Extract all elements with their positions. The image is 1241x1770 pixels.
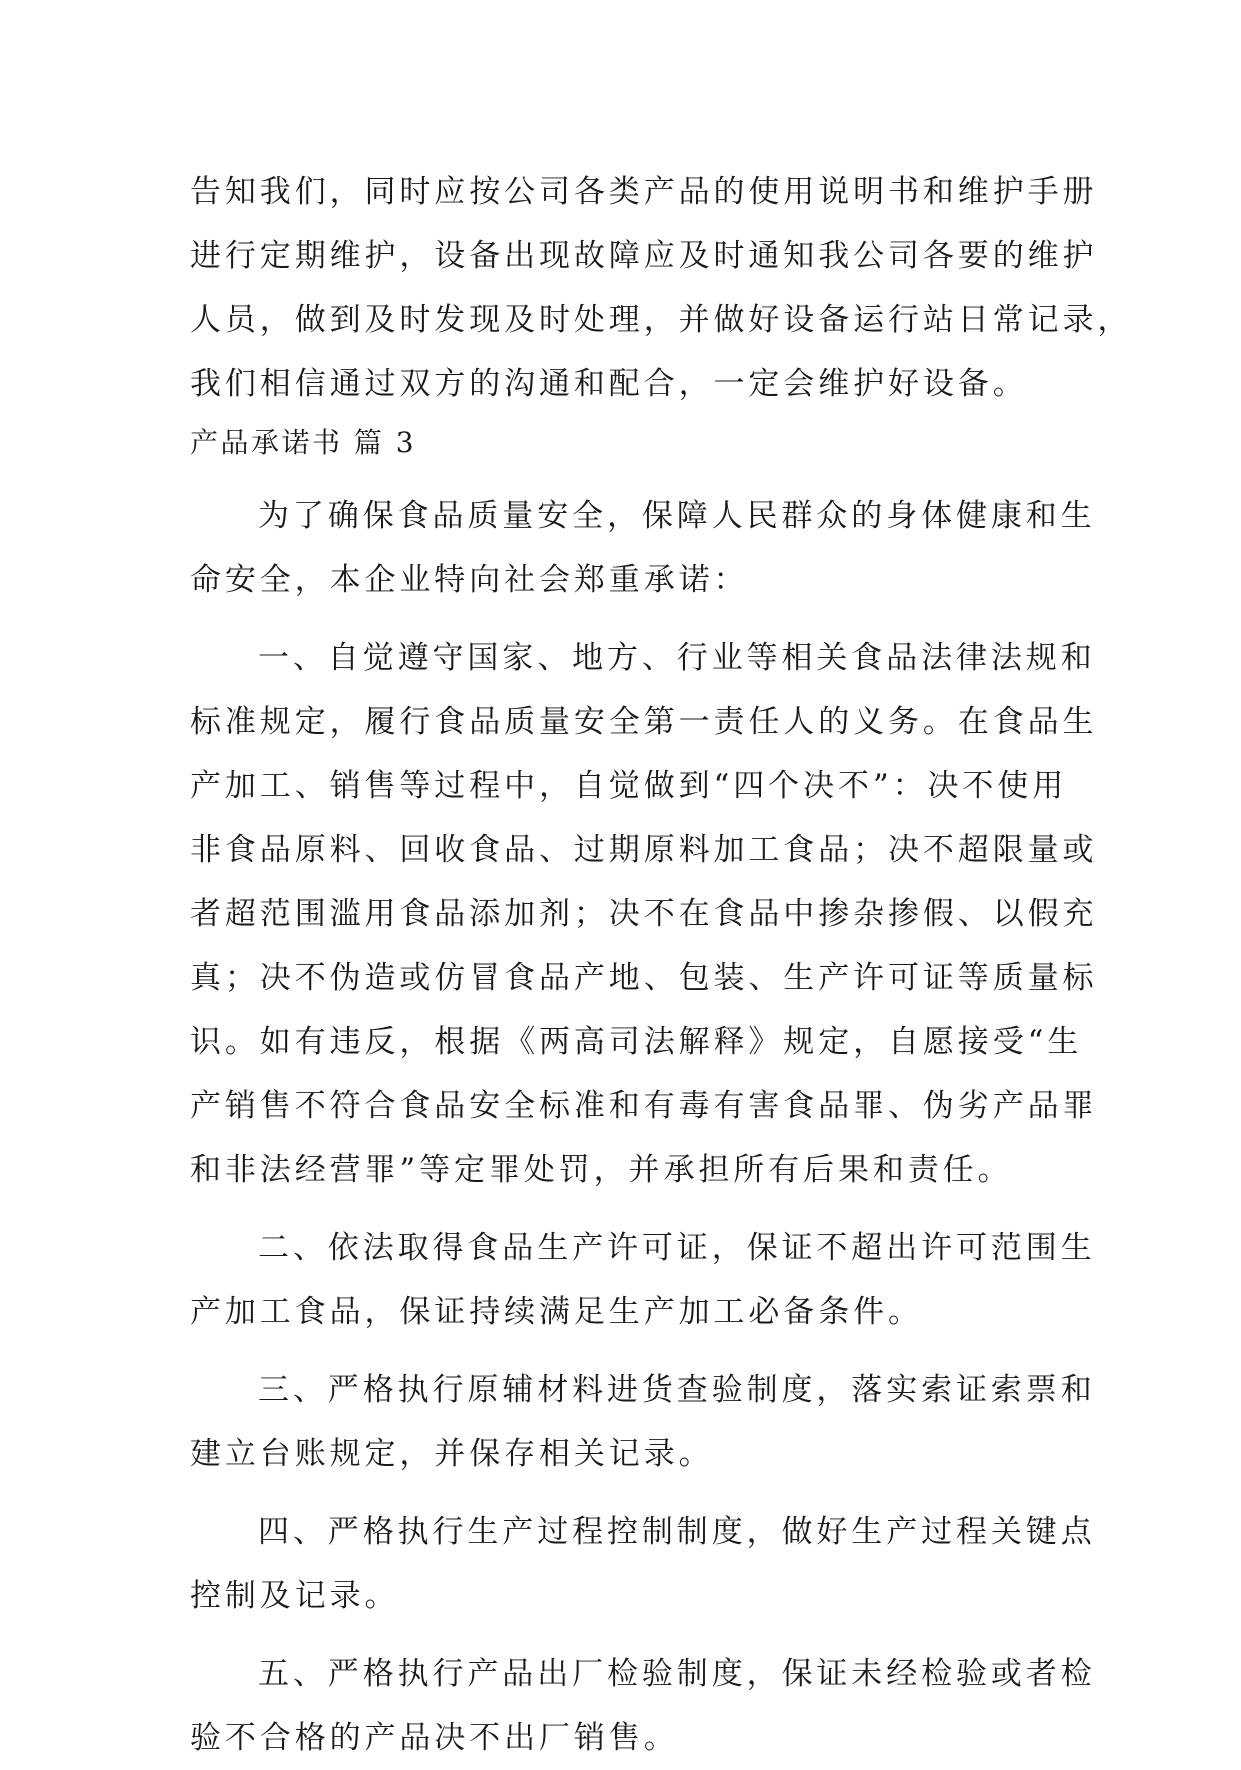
text-line: 产销售不符合食品安全标准和有毒有害食品罪、伪劣产品罪 <box>190 1088 1098 1124</box>
text-line: 者超范围滥用食品添加剂；决不在食品中掺杂掺假、以假充 <box>190 896 1098 932</box>
text-line: 和非法经营罪”等定罪处罚，并承担所有后果和责任。 <box>190 1152 1013 1188</box>
text-line: 识。如有违反，根据《两高司法解释》规定，自愿接受“生 <box>190 1024 1083 1060</box>
continuation-paragraph <box>190 160 1133 416</box>
text-line: 建立台账规定，并保存相关记录。 <box>190 1436 714 1472</box>
commitment-item-3 <box>190 1358 1096 1486</box>
text-line: 进行定期维护，设备出现故障应及时通知我公司各要的维护 <box>190 238 1098 274</box>
text-line: 一、自觉遵守国家、地方、行业等相关食品法律法规和 <box>258 640 1096 676</box>
section-heading: 产品承诺书 篇 3 <box>190 426 417 459</box>
text-line: 告知我们，同时应按公司各类产品的使用说明书和维护手册 <box>190 174 1098 210</box>
text-line: 三、严格执行原辅材料进货查验制度，落实索证索票和 <box>258 1372 1096 1408</box>
text-line: 五、严格执行产品出厂检验制度，保证未经检验或者检 <box>258 1656 1096 1692</box>
text-line: 我们相信通过双方的沟通和配合，一定会维护好设备。 <box>190 366 1028 402</box>
text-line: 二、依法取得食品生产许可证，保证不超出许可范围生 <box>258 1230 1096 1266</box>
text-line: 控制及记录。 <box>190 1578 400 1614</box>
text-line: 产加工食品，保证持续满足生产加工必备条件。 <box>190 1294 923 1330</box>
text-line: 为了确保食品质量安全，保障人民群众的身体健康和生 <box>258 498 1096 534</box>
commitment-item-2 <box>190 1216 1096 1344</box>
text-line: 验不合格的产品决不出厂销售。 <box>190 1720 679 1756</box>
text-line: 人员，做到及时发现及时处理，并做好设备运行站日常记录， <box>190 302 1133 338</box>
text-line: 真；决不伪造或仿冒食品产地、包装、生产许可证等质量标 <box>190 960 1098 996</box>
text-line: 四、严格执行生产过程控制制度，做好生产过程关键点 <box>258 1514 1096 1550</box>
text-line: 非食品原料、回收食品、过期原料加工食品；决不超限量或 <box>190 832 1098 868</box>
commitment-item-1 <box>190 626 1098 1202</box>
intro-paragraph <box>190 484 1096 612</box>
text-line: 命安全，本企业特向社会郑重承诺： <box>190 562 749 598</box>
commitment-item-5 <box>190 1642 1096 1770</box>
text-line: 产加工、销售等过程中，自觉做到“四个决不”：决不使用 <box>190 768 1068 804</box>
text-line: 标准规定，履行食品质量安全第一责任人的义务。在食品生 <box>190 704 1098 740</box>
commitment-item-4 <box>190 1500 1096 1628</box>
document-body <box>190 160 1133 1770</box>
